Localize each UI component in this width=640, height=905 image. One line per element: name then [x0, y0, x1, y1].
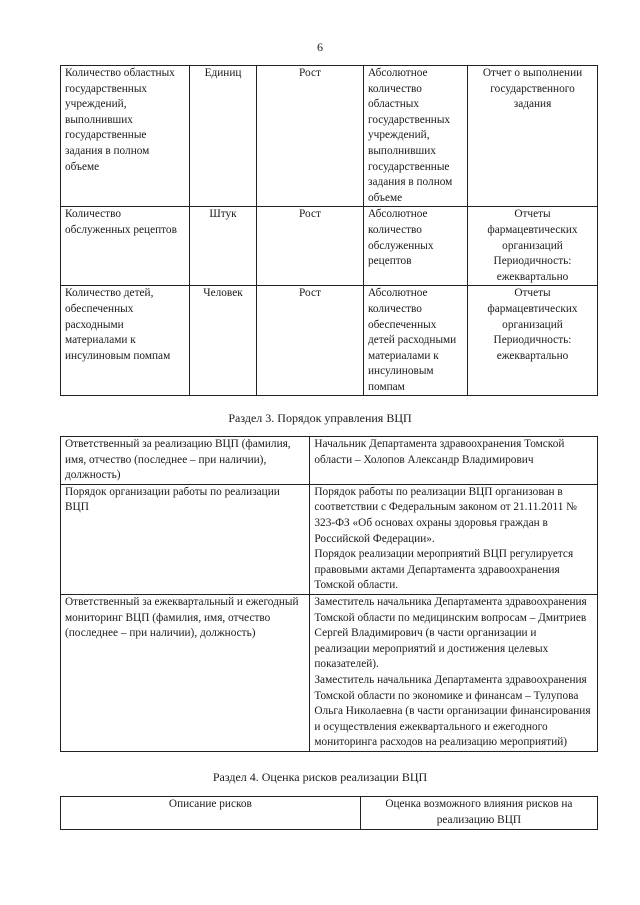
table-row	[61, 437, 598, 485]
value-paragraph: Порядок работы по реализации ВЦП организован в соответствии с Федеральным законом от 21.11.2011 № 323-ФЗ «Об основах охраны здоровья граждан в Российской Федерации».	[314, 485, 577, 545]
value-paragraph: Начальник Департамента здравоохранения Томской области – Холопов Александр Владимирович	[314, 438, 565, 466]
value-cell	[310, 484, 598, 594]
value-paragraph: Заместитель начальника Департамента здравоохранения Томской области по медицинским вопросам – Дмитриев Сергей Владимирович (в части организации и реализации мероприятий и достижения целевых показателей).	[314, 595, 587, 671]
table-row	[61, 594, 598, 751]
table-row	[61, 66, 598, 207]
management-table	[60, 436, 598, 752]
risks-table	[60, 796, 598, 830]
trend-cell: Рост	[257, 66, 364, 207]
value-paragraph: Заместитель начальника Департамента здравоохранения Томской области по экономике и финансам – Тулупова Ольга Николаевна (в части организации финансирования и осуществления ежеквартального и ежегодного мониторинга расходов на реализацию мероприятий)	[314, 673, 591, 749]
risk-description-header: Описание рисков	[61, 797, 361, 830]
label-cell: Порядок организации работы по реализации ВЦП	[61, 484, 310, 594]
definition-cell: Абсолютное количество обслуженных рецептов	[364, 207, 468, 286]
table-row	[61, 286, 598, 396]
section-4-title: Раздел 4. Оценка рисков реализации ВЦП	[212, 770, 428, 784]
label-cell: Ответственный за ежеквартальный и ежегодный мониторинг ВЦП (фамилия, имя, отчество (последнее – при наличии), должность)	[61, 594, 310, 751]
indicator-name-cell: Количество обслуженных рецептов	[61, 207, 190, 286]
table-row	[61, 484, 598, 594]
value-cell	[310, 437, 598, 485]
table-row	[61, 207, 598, 286]
trend-cell: Рост	[257, 286, 364, 396]
label-cell: Ответственный за реализацию ВЦП (фамилия, имя, отчество (последнее – при наличии), должность)	[61, 437, 310, 485]
page-number: 6	[317, 40, 323, 54]
definition-cell: Абсолютное количество областных государственных учреждений, выполнивших государственные задания в полном объеме	[364, 66, 468, 207]
risk-impact-header: Оценка возможного влияния рисков на реализацию ВЦП	[360, 797, 597, 830]
unit-cell: Единиц	[190, 66, 257, 207]
unit-cell: Человек	[190, 286, 257, 396]
value-paragraph: Порядок реализации мероприятий ВЦП регулируется правовыми актами Департамента здравоохранения Томской области.	[314, 548, 574, 592]
definition-cell: Абсолютное количество обеспеченных детей расходными материалами к инсулиновым помпам	[364, 286, 468, 396]
table-header-row	[61, 797, 598, 830]
section-3-title: Раздел 3. Порядок управления ВЦП	[228, 411, 412, 425]
indicators-table	[60, 65, 598, 396]
source-cell: Отчет о выполнении государственного задания	[468, 66, 598, 207]
indicator-name-cell: Количество детей, обеспеченных расходными материалами к инсулиновым помпам	[61, 286, 190, 396]
unit-cell: Штук	[190, 207, 257, 286]
indicator-name-cell: Количество областных государственных учреждений, выполнивших государственные задания в полном объеме	[61, 66, 190, 207]
source-cell: Отчеты фармацевтических организаций Периодичность: ежеквартально	[468, 207, 598, 286]
trend-cell: Рост	[257, 207, 364, 286]
source-cell: Отчеты фармацевтических организаций Периодичность: ежеквартально	[468, 286, 598, 396]
value-cell	[310, 594, 598, 751]
